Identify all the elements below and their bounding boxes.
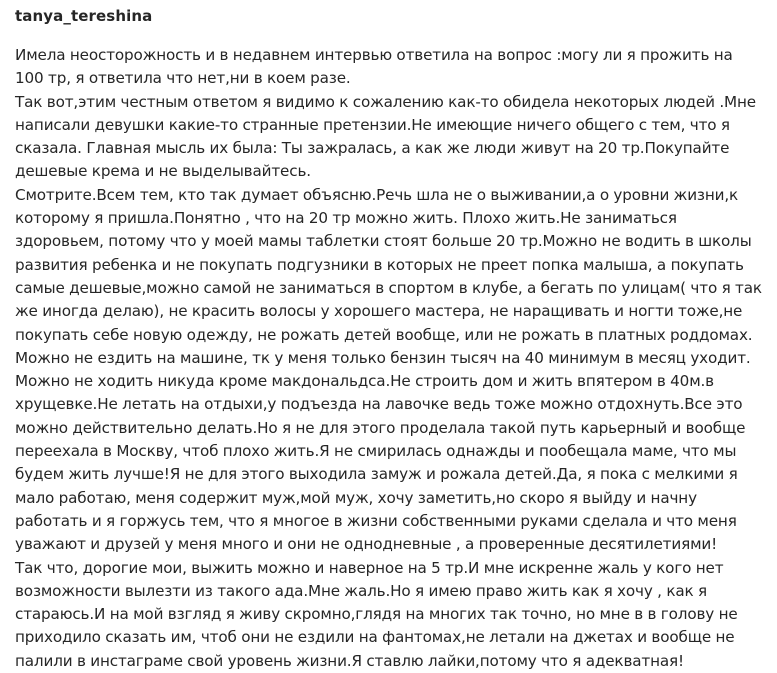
post-author-username[interactable]: tanya_tereshina [15, 7, 153, 25]
post-caption-text: Имела неосторожность и в недавнем интервью ответила на вопрос :могу ли я прожить на 100 тр, я ответила что нет,ни в коем разе. Так вот,этим честным ответом я видимо к сожалению как-то обидела некоторых людей .Мне написали девушки какие-то странные претензии.Не имеющие ничего общего с тем, что я сказала. Главная мысль их была: Ты зажралась, а как же люди живут на 20 тр.Покупайте дешевые крема и не выделывайтесь. Смотрите.Всем тем, кто так думает объясню.Речь шла не о выживании,а о уровни жизни,к которому я пришла.Понятно , что на 20 тр можно жить. Плохо жить.Не заниматься здоровьем, потому что у моей мамы таблетки стоят больше 20 тр.Можно не водить в школы развития ребенка и не покупать подгузники в которых не преет попка малыша, а покупать самые дешевые,можно самой не заниматься в спортом в клубе, а бегать по улицам( что я так же иногда делаю), не красить волосы у хорошего мастера, не наращивать и ногти тоже,не покупать себе новую одежду, не рожать детей вообще, или не рожать в платных роддомах. Можно не ездить на машине, тк у меня только бензин тысяч на 40 минимум в месяц уходит. Можно не ходить никуда кроме макдональдса.Не строить дом и жить впятером в 40м.в хрущевке.Не летать на отдыхи,у подъезда на лавочке ведь тоже можно отдохнуть.Все это можно действительно делать.Но я не для этого проделала такой путь карьерный и вообще переехала в Москву, чтоб плохо жить.Я не смирилась однажды и пообещала маме, что мы будем жить лучше!Я не для этого выходила замуж и рожала детей.Да, я пока с мелкими я мало работаю, меня содержит муж,мой муж, хочу заметить,но скоро я выйду и начну работать и я горжусь тем, что я многое в жизни собственными руками сделала и что меня уважают и друзей у меня много и они не однодневные , а проверенные десятилетиями! Так что, дорогие мои, выжить можно и наверное на 5 тр.И мне искренне жаль у кого нет возможности вылезти из такого ада.Мне жаль.Но я имею право жить как я хочу , как я стараюсь.И на мой взгляд я живу скромно,глядя на многих так точно, но мне в в голову не приходило сказать им, чтоб они не ездили на фантомах,не летали на джетах и вообще не палили в инстаграме свой уровень жизни.Я ставлю лайки,потому что я адекватная! [15, 46, 762, 670]
